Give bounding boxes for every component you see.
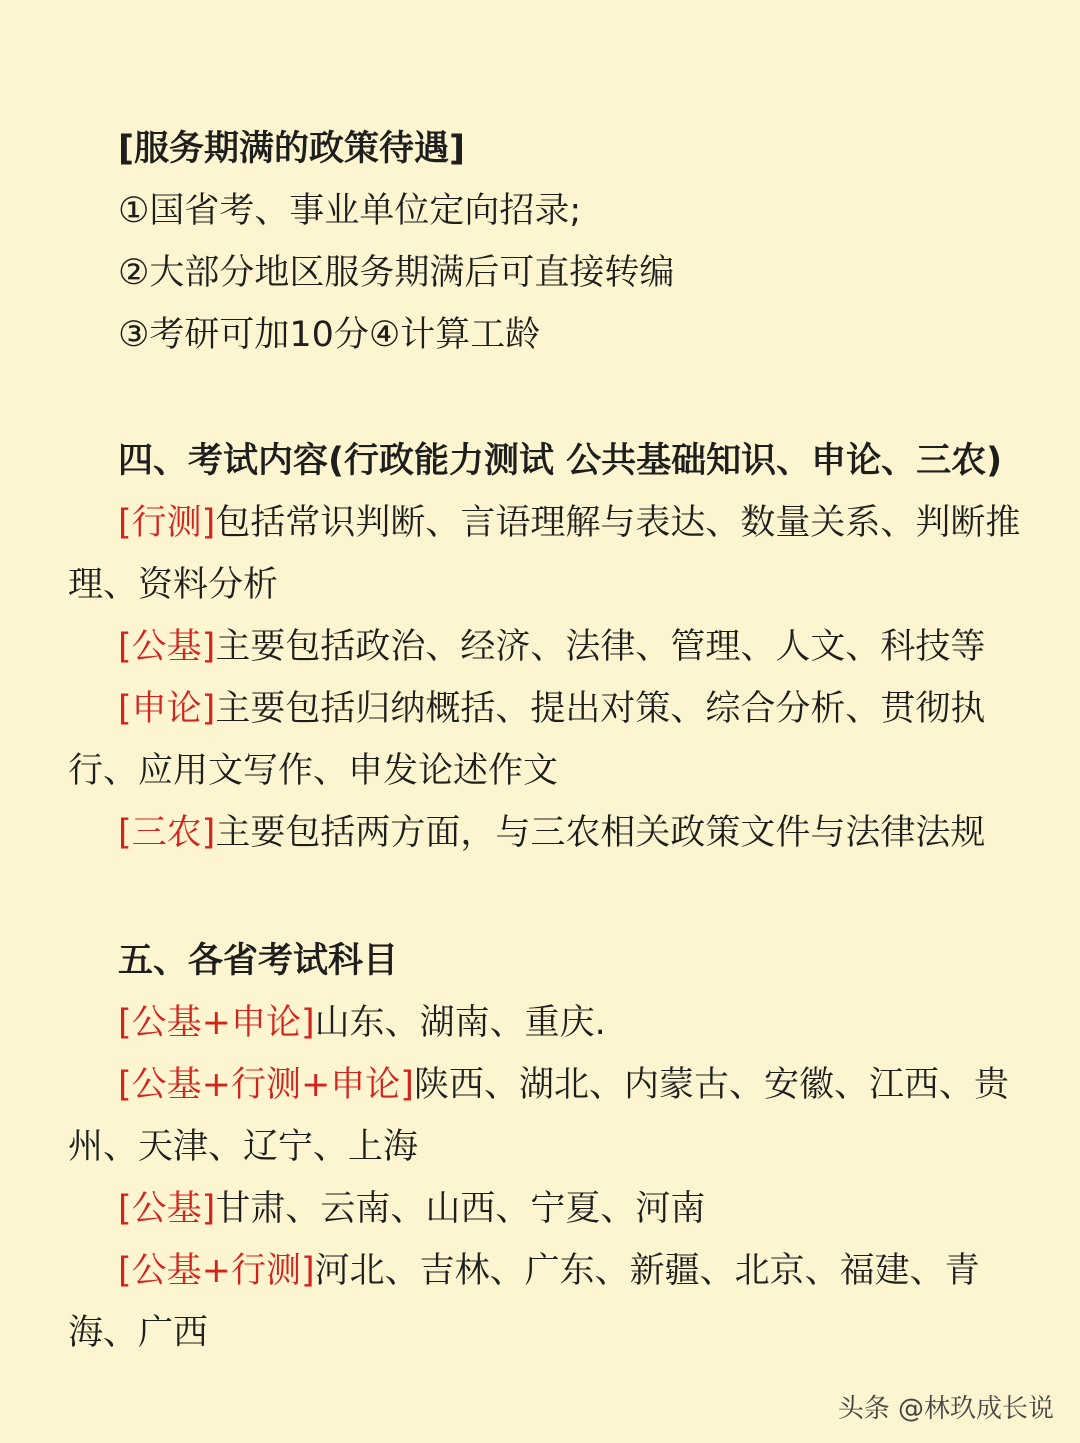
author-watermark: 头条 @林玖成长说 xyxy=(837,1394,1054,1424)
exam-text-sannong: 主要包括两方面，与三农相关政策文件与法律法规 xyxy=(215,813,986,853)
policy-item-3: ③考研可加10分④计算工龄 xyxy=(118,315,541,355)
exam-tag-gongji: [公基] xyxy=(118,627,216,667)
subjects-tag-1: [公基+申论] xyxy=(118,1003,315,1043)
subjects-tag-4: [公基+行测] xyxy=(118,1251,315,1291)
exam-paragraph-shenlun xyxy=(68,678,1038,802)
subjects-heading: 五、各省考试科目 xyxy=(118,941,399,981)
subjects-paragraph-4 xyxy=(68,1240,1038,1364)
subjects-tag-3: [公基] xyxy=(118,1189,216,1229)
subjects-paragraph-3 xyxy=(68,1178,1038,1240)
subjects-tag-2: [公基+行测+申论] xyxy=(118,1065,414,1105)
exam-heading: 四、考试内容(行政能力测试 公共基础知识、申论、三农) xyxy=(118,441,1003,481)
exam-paragraph-gongji xyxy=(68,616,1038,678)
subjects-text-4: 河北、吉林、广东、新疆、北京、福建、青海、广西 xyxy=(68,1251,980,1353)
policy-heading: [服务期满的政策待遇] xyxy=(118,129,465,169)
subjects-text-2: 陕西、湖北、内蒙古、安徽、江西、贵州、天津、辽宁、上海 xyxy=(68,1065,1009,1167)
exam-text-gongji: 主要包括政治、经济、法律、管理、人文、科技等 xyxy=(215,627,986,667)
subjects-section xyxy=(68,930,1038,1364)
subjects-paragraph-1 xyxy=(68,992,1038,1054)
exam-tag-xingce: [行测] xyxy=(118,503,216,543)
subjects-text-3: 甘肃、云南、山西、宁夏、河南 xyxy=(215,1189,706,1229)
exam-section xyxy=(68,430,1038,864)
exam-text-xingce: 包括常识判断、言语理解与表达、数量关系、判断推理、资料分析 xyxy=(68,503,1021,605)
policy-section xyxy=(68,118,1038,366)
exam-text-shenlun: 主要包括归纳概括、提出对策、综合分析、贯彻执行、应用文写作、申发论述作文 xyxy=(68,689,986,791)
subjects-paragraph-2 xyxy=(68,1054,1038,1178)
exam-paragraph-sannong xyxy=(68,802,1038,864)
exam-tag-shenlun: [申论] xyxy=(118,689,216,729)
subjects-text-1: 山东、湖南、重庆. xyxy=(314,1003,606,1043)
policy-item-1: ①国省考、事业单位定向招录; xyxy=(118,191,582,231)
exam-paragraph-xingce xyxy=(68,492,1038,616)
policy-item-2: ②大部分地区服务期满后可直接转编 xyxy=(118,253,675,293)
exam-tag-sannong: [三农] xyxy=(118,813,216,853)
